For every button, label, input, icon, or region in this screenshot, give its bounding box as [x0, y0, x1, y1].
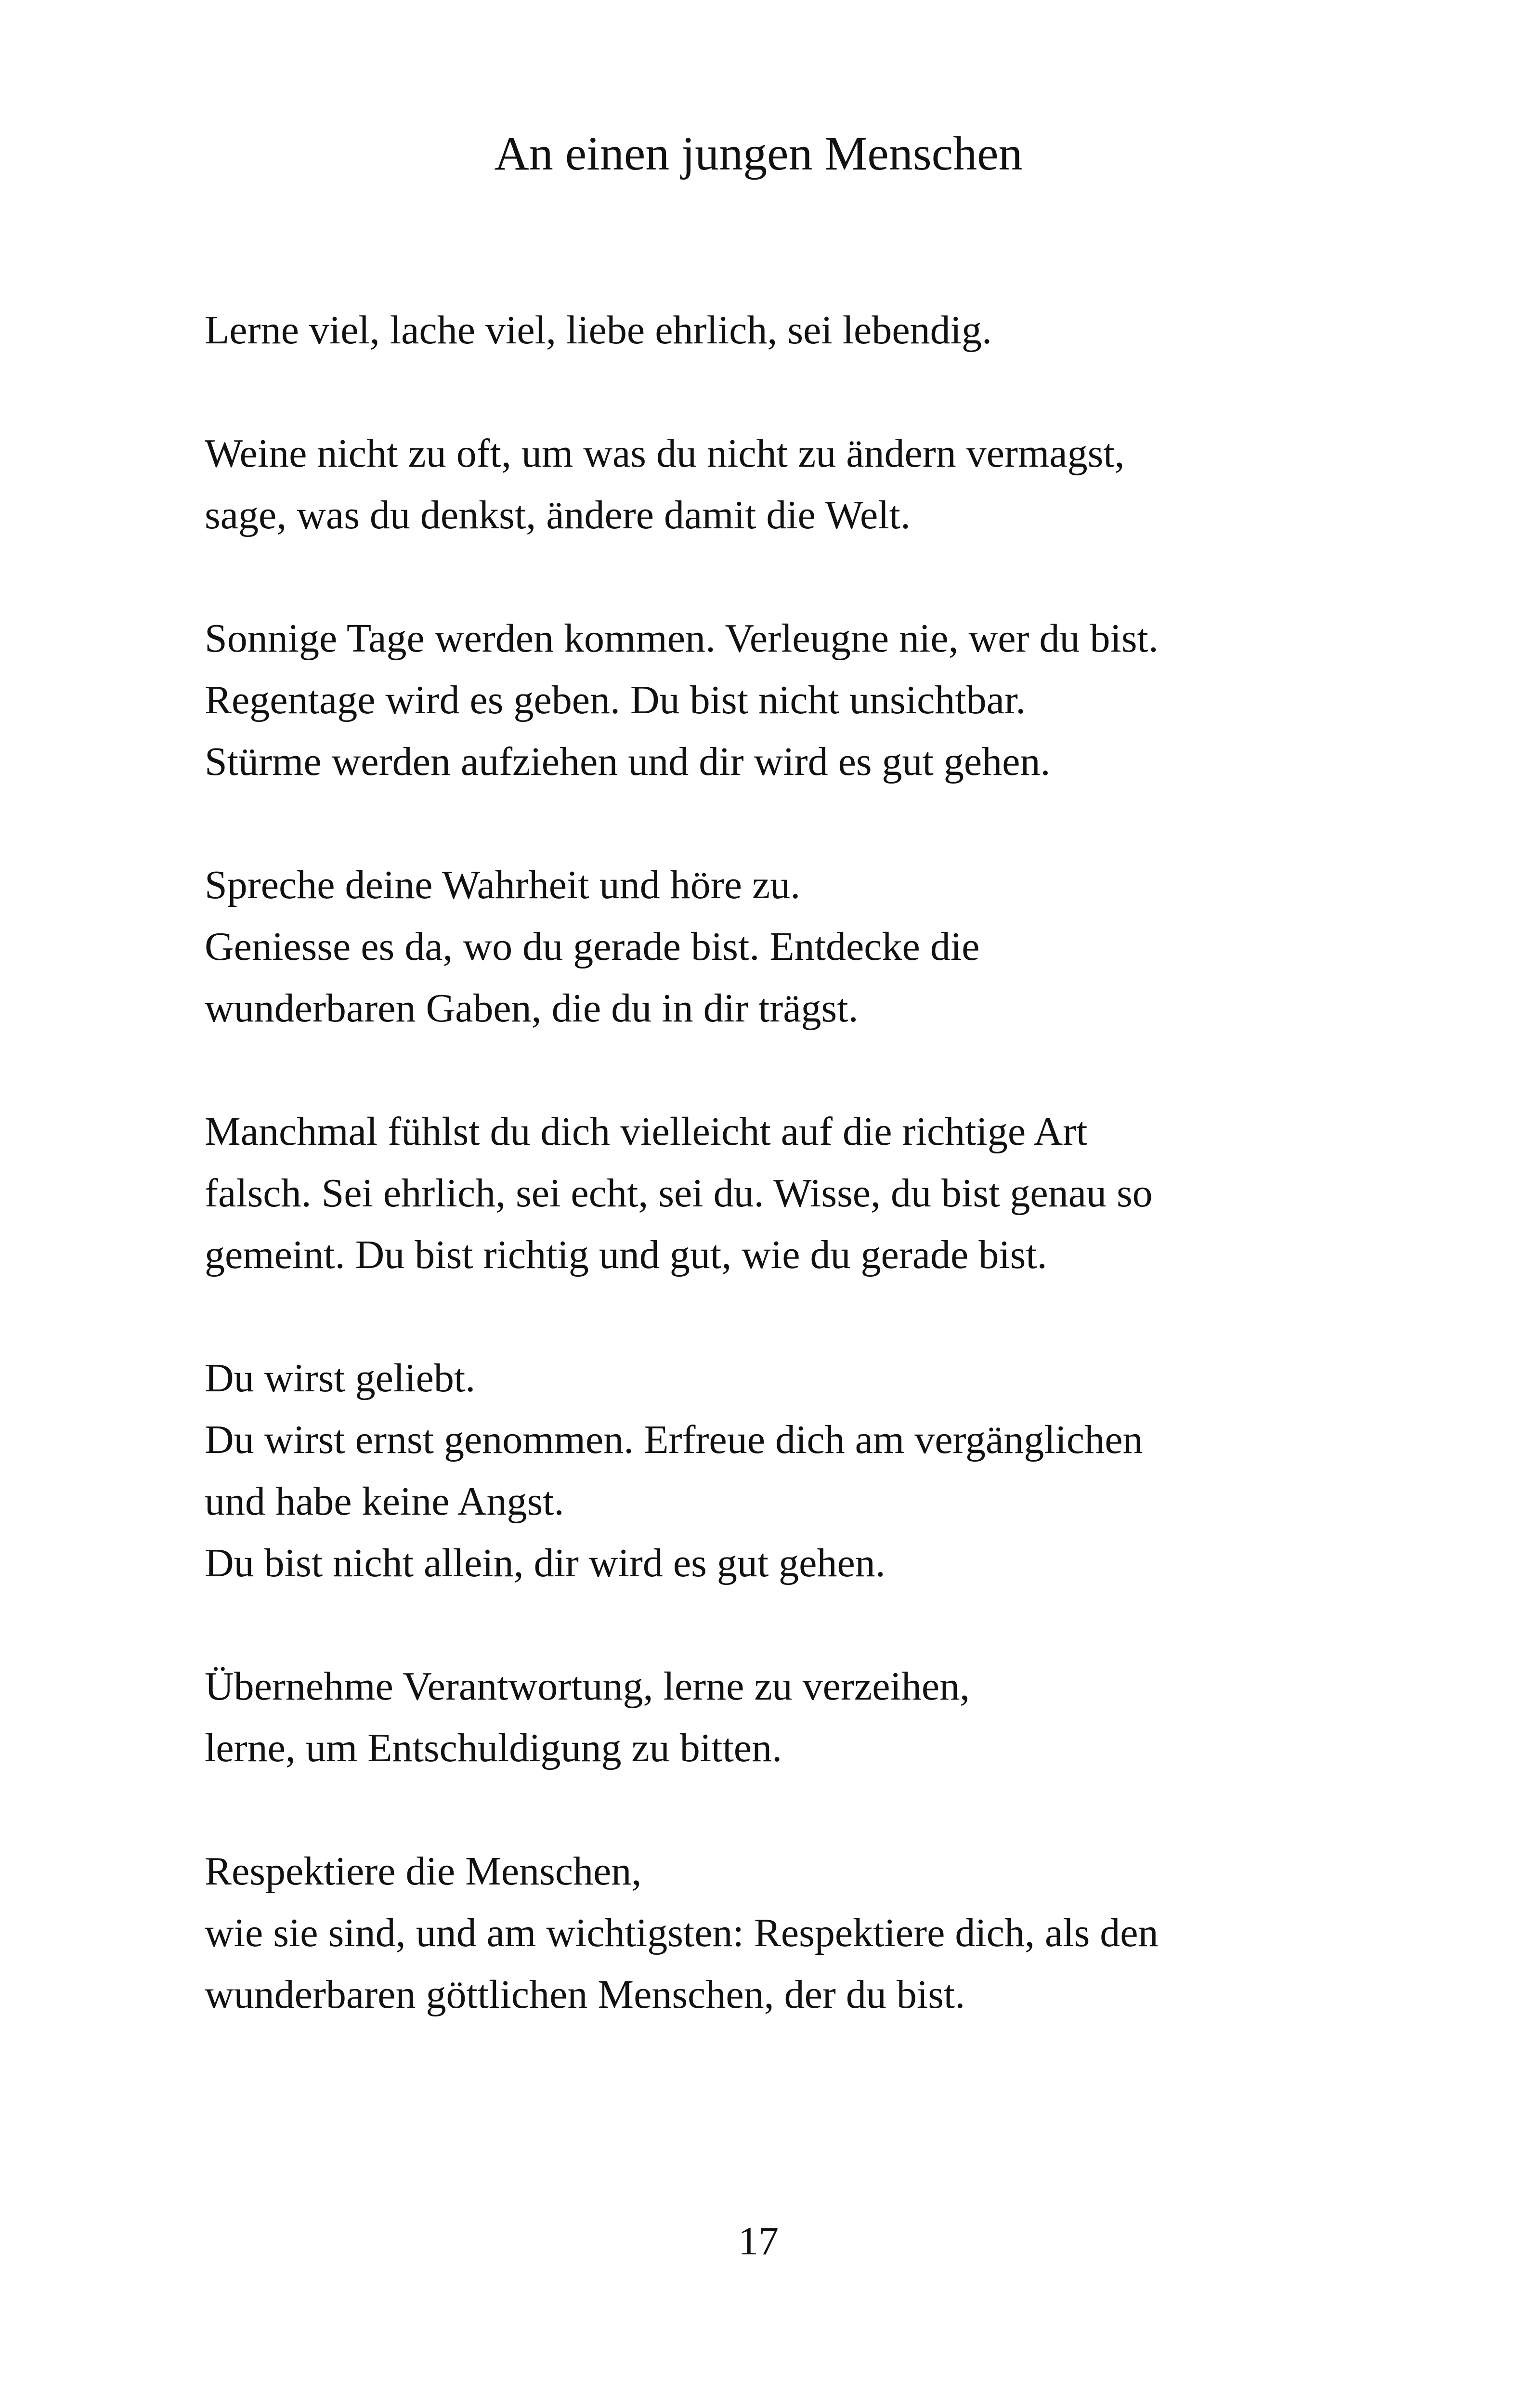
poem-line: Manchmal fühlst du dich vielleicht auf die richtige Art	[205, 1109, 1088, 1154]
stanza	[205, 1841, 1360, 2026]
stanza	[205, 854, 1360, 1039]
poem-title: An einen jungen Menschen	[494, 127, 1023, 180]
poem-line: sage, was du denkst, ändere damit die Welt.	[205, 493, 911, 537]
stanza	[205, 608, 1360, 793]
poem-line: Respektiere die Menschen,	[205, 1849, 642, 1894]
poem-line: Sonnige Tage werden kommen. Verleugne nie, wer du bist.	[205, 616, 1159, 661]
poem-line: Spreche deine Wahrheit und höre zu.	[205, 863, 801, 907]
stanza	[205, 423, 1360, 546]
poem-line: gemeint. Du bist richtig und gut, wie du gerade bist.	[205, 1232, 1047, 1277]
poem-line: Übernehme Verantwortung, lerne zu verzeihen,	[205, 1664, 970, 1709]
poem-line: Geniesse es da, wo du gerade bist. Entdecke die	[205, 924, 980, 969]
poem-line: lerne, um Entschuldigung zu bitten.	[205, 1726, 782, 1770]
stanza	[205, 1656, 1360, 1779]
stanza	[205, 1101, 1360, 1286]
poem-body	[205, 300, 1360, 2026]
poem-line: wie sie sind, und am wichtigsten: Respektiere dich, als den	[205, 1911, 1159, 1955]
poem-line: Weine nicht zu oft, um was du nicht zu ändern vermagst,	[205, 431, 1125, 476]
page-number: 17	[738, 2219, 779, 2264]
poem-line: Du wirst geliebt.	[205, 1356, 476, 1400]
poem-line: und habe keine Angst.	[205, 1479, 564, 1524]
poem-line: wunderbaren göttlichen Menschen, der du bist.	[205, 1972, 965, 2017]
poem-line: Lerne viel, lache viel, liebe ehrlich, sei lebendig.	[205, 308, 992, 353]
poem-line: Du wirst ernst genommen. Erfreue dich am vergänglichen	[205, 1417, 1143, 1462]
poem-line: wunderbaren Gaben, die du in dir trägst.	[205, 986, 859, 1031]
stanza	[205, 300, 1360, 361]
stanza	[205, 1348, 1360, 1594]
poem-line: Stürme werden aufziehen und dir wird es gut gehen.	[205, 739, 1051, 784]
poem-line: Du bist nicht allein, dir wird es gut gehen.	[205, 1541, 886, 1585]
poem-line: Regentage wird es geben. Du bist nicht unsichtbar.	[205, 678, 1026, 722]
poem-line: falsch. Sei ehrlich, sei echt, sei du. Wisse, du bist genau so	[205, 1171, 1153, 1216]
